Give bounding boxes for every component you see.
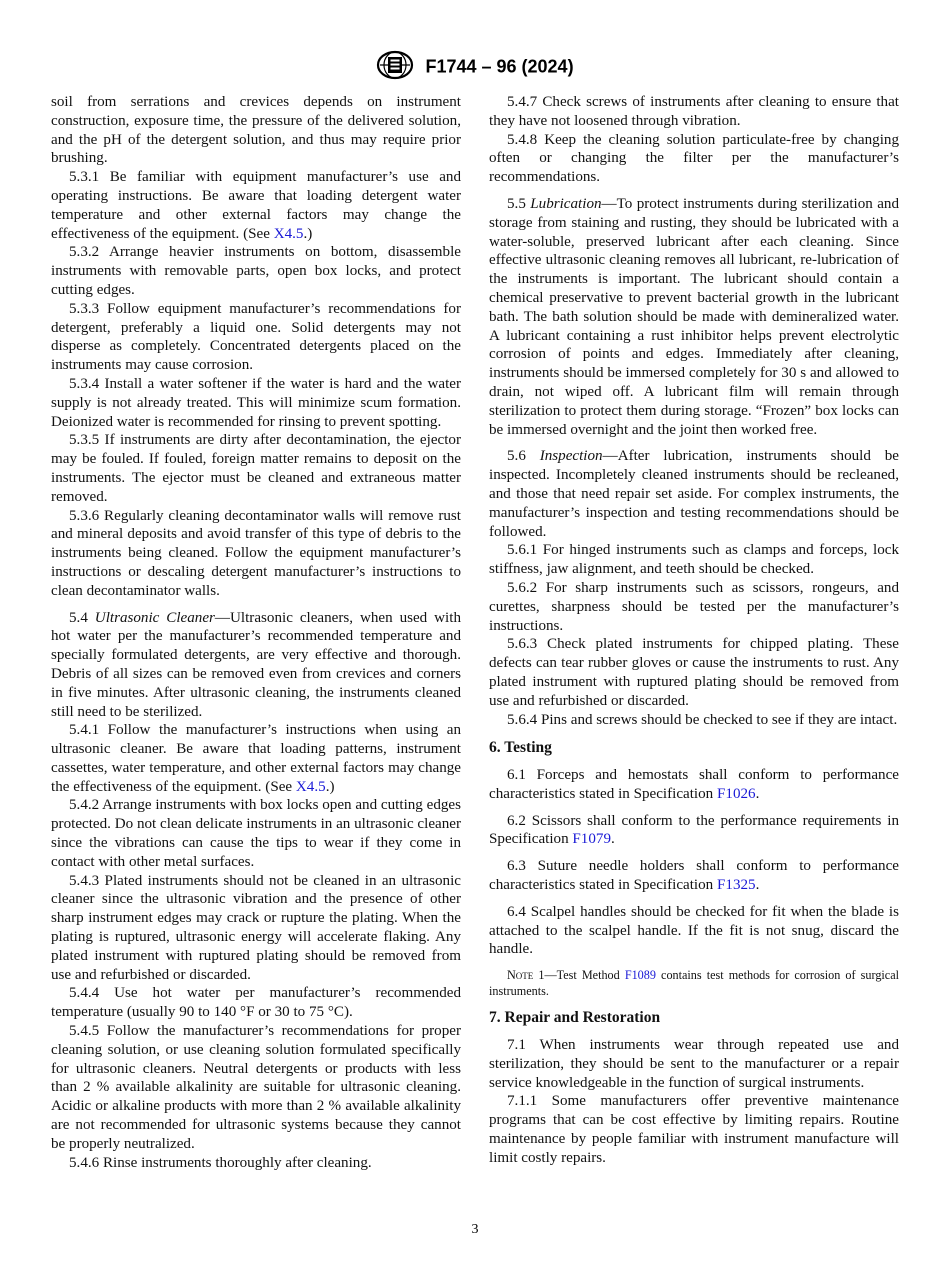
section-title: Inspection <box>539 448 603 465</box>
note-label: Note 1 <box>507 968 545 983</box>
paragraph-text: 5.3.1 Be familiar with equipment manufacturer’s use and operating instructions. Be aware that loading detergent water temperature and other external factors may change the effectiveness of the equipment. (See <box>51 169 461 242</box>
right-column <box>489 93 899 1168</box>
note-1 <box>489 967 899 999</box>
paragraph-text: 6.3 Suture needle holders shall conform to performance characteristics stated in Specification <box>489 858 899 894</box>
paragraph-6-2 <box>489 812 899 850</box>
paragraph-text: —To protect instruments during sterilization and storage from staining and rusting, they should be lubricated with a water-soluble, preserved lubricant after each cleaning. Since effective ultrasonic cleaning removes all lubricant, re-lubrication of the instruments is important. The lubricant should contain a chemical preservative to prevent bacterial growth in the lubricant bath. The bath solution should be made with demineralized water. A lubricant containing a rust inhibitor helps prevent electrolytic corrosion of points and edges. Immediately after cleaning, instruments should be immersed completely for 30 s and allowed to drain, not wiped off. A lubricant film will remain through sterilization to protect them during storage. “Frozen” box locks can be immersed overnight and the joint then worked free. <box>489 195 900 438</box>
paragraph-text: contains test methods for corrosion of surgical instruments. <box>489 968 899 999</box>
paragraph-7-1: 7.1 When instruments wear through repeated use and sterilization, they should be sent to the manufacturer or a repair service knowledgeable in the function of surgical instruments. <box>489 1037 899 1091</box>
paragraph-5-4-5: 5.4.5 Follow the manufacturer’s recommendations for proper cleaning solution, or use cleaning solution formulated specifically for ultrasonic cleaners. Neutral detergents or products with less than 2 % available alkalinity are suitable for ultrasonic cleaning. Acidic or alkaline products with more than 2 % available alkalinity are not recommended for ultrasonic systems because they cannot be properly neutralized. <box>51 1023 461 1152</box>
paragraph-text: 6.1 Forceps and hemostats shall conform to performance characteristics stated in Specification <box>489 767 899 802</box>
paragraph-5-3-2: 5.3.2 Arrange heavier instruments on bottom, disassemble instruments with removable parts, open box locks, and protect cutting edges. <box>51 244 461 298</box>
paragraph-text: . <box>755 785 760 802</box>
section-number: 5.5 <box>507 195 531 212</box>
paragraph-6-4: 6.4 Scalpel handles should be checked for fit when the blade is attached to the scalpel handle. If the fit is not snug, discard the handle. <box>489 903 899 958</box>
paragraph-5-6-4: 5.6.4 Pins and screws should be checked to see if they are intact. <box>507 711 898 728</box>
page-number: 3 <box>471 1222 479 1237</box>
paragraph-text: —Test Method <box>544 968 625 983</box>
paragraph-6-1 <box>489 766 899 804</box>
xref-link-x4-5[interactable]: X4.5 <box>273 225 304 242</box>
xref-link-f1089[interactable]: F1089 <box>624 968 656 983</box>
paragraph-text: . <box>755 877 760 894</box>
xref-link-f1079[interactable]: F1079 <box>572 831 611 848</box>
paragraph-5-6 <box>489 447 899 541</box>
paragraph-5-4-1 <box>51 721 461 796</box>
paragraph-5-3-1 <box>51 168 461 243</box>
section-title: Lubrication <box>530 195 602 212</box>
paragraph-6-3 <box>489 857 899 895</box>
astm-logo-icon <box>376 50 414 80</box>
section-number: 5.6 <box>507 448 540 465</box>
paragraph-5-6-1: 5.6.1 For hinged instruments such as clamps and forceps, lock stiffness, jaw alignment, and teeth should be checked. <box>489 542 899 578</box>
paragraph-5-4-2: 5.4.2 Arrange instruments with box locks open and cutting edges protected. Do not clean delicate instruments in an ultrasonic cleaner since the vibrations can cause the tips to wear if they come in contact with other metal surfaces. <box>51 797 461 870</box>
paragraph-continuation: soil from serrations and crevices depends on instrument construction, exposure time, the pressure of the delivered solution, and the pH of the detergent solution, and thus may require prior brushing. <box>51 94 461 167</box>
section-heading-testing: 6. Testing <box>489 739 552 757</box>
paragraph-text: . <box>611 831 615 848</box>
paragraph-7-1-1: 7.1.1 Some manufacturers offer preventive maintenance programs that can be cost effective by limiting repairs. Routine maintenance by people familiar with instrument manufacture will limit costly repairs. <box>489 1093 899 1166</box>
paragraph-text: —Ultrasonic cleaners, when used with hot water per the manufacturer’s recommended temperature and specially formulated detergents, are very effective and thorough. Debris of all sizes can be removed even from crevices and corners in five minutes. After ultrasonic cleaning, the instruments cleaned still need to be sterilized. <box>51 609 461 720</box>
paragraph-text: 6.2 Scissors shall conform to the performance requirements in Specification <box>489 812 899 848</box>
paragraph-text: .) <box>303 225 313 242</box>
page-header <box>0 52 950 82</box>
paragraph-5-4 <box>51 609 461 722</box>
paragraph-5-4-8: 5.4.8 Keep the cleaning solution particulate-free by changing often or changing the filter per the manufacturer’s recommendations. <box>489 131 899 186</box>
section-number: 5.4 <box>69 609 95 626</box>
paragraph-5-6-3: 5.6.3 Check plated instruments for chipped plating. These defects can tear rubber gloves or cause the instruments to rust. Any plated instrument with ruptured plating should be removed from use and refurbished or discarded. <box>489 636 899 709</box>
paragraph-5-4-4: 5.4.4 Use hot water per manufacturer’s recommended temperature (usually 90 to 140 °F or 30 to 75 °C). <box>51 985 461 1021</box>
paragraph-5-3-6: 5.3.6 Regularly cleaning decontaminator walls will remove rust and mineral deposits and avoid transfer of this type of debris to the instruments being cleaned. Follow the equipment manufacturer’s instructions or descaling detergent manufacturer’s instructions to clean decontaminator walls. <box>51 507 461 599</box>
paragraph-5-3-4: 5.3.4 Install a water softener if the water is hard and the water supply is not already treated. This will minimize scum formation. Deionized water is recommended for rinsing to prevent spotting. <box>51 375 461 430</box>
paragraph-5-3-3: 5.3.3 Follow equipment manufacturer’s recommendations for detergent, preferably a liquid one. Solid detergents may not disperse as completely. Concentrated detergents placed on the instruments may cause corrosion. <box>51 300 461 374</box>
xref-link-f1026[interactable]: F1026 <box>717 785 756 802</box>
paragraph-5-4-7: 5.4.7 Check screws of instruments after cleaning to ensure that they have not loosened through vibration. <box>489 94 899 129</box>
paragraph-5-4-3: 5.4.3 Plated instruments should not be cleaned in an ultrasonic cleaner since the ultrasonic vibration and the presence of other sharp instrument edges may crack or rupture the plating. When the plating is ruptured, ultrasonic energy will accelerate flaking. Any plated instrument with ruptured plating should be removed from use and refurbished or discarded. <box>51 872 461 983</box>
paragraph-5-3-5: 5.3.5 If instruments are dirty after decontamination, the ejector may be fouled. If fouled, foreign matter remains to deposit on the instruments. The ejector must be cleaned and extraneous matter removed. <box>51 432 461 505</box>
section-title: Ultrasonic Cleaner <box>94 609 215 626</box>
standard-designation: F1744 – 96 (2024) <box>425 56 574 77</box>
paragraph-text: .) <box>325 778 335 795</box>
paragraph-5-6-2: 5.6.2 For sharp instruments such as scissors, rongeurs, and curettes, sharpness should be tested per the manufacturer’s instructions. <box>489 579 899 634</box>
section-heading-repair: 7. Repair and Restoration <box>489 1009 661 1027</box>
paragraph-5-5 <box>489 195 899 439</box>
paragraph-text: 5.4.1 Follow the manufacturer’s instructions when using an ultrasonic cleaner. Be aware that loading patterns, instrument cassettes, water temperature, and other external factors may change the effectiveness of the equipment. (See <box>51 722 461 795</box>
xref-link-f1325[interactable]: F1325 <box>717 877 756 894</box>
xref-link-x4-5[interactable]: X4.5 <box>295 778 326 795</box>
left-column <box>51 93 461 1172</box>
paragraph-text: —After lubrication, instruments should be inspected. Incompletely cleaned instruments should be recleaned, and those that need repair set aside. For complex instruments, the manufacturer’s inspection and testing recommendations should be followed. <box>489 448 899 540</box>
paragraph-5-4-6: 5.4.6 Rinse instruments thoroughly after cleaning. <box>69 1154 372 1171</box>
